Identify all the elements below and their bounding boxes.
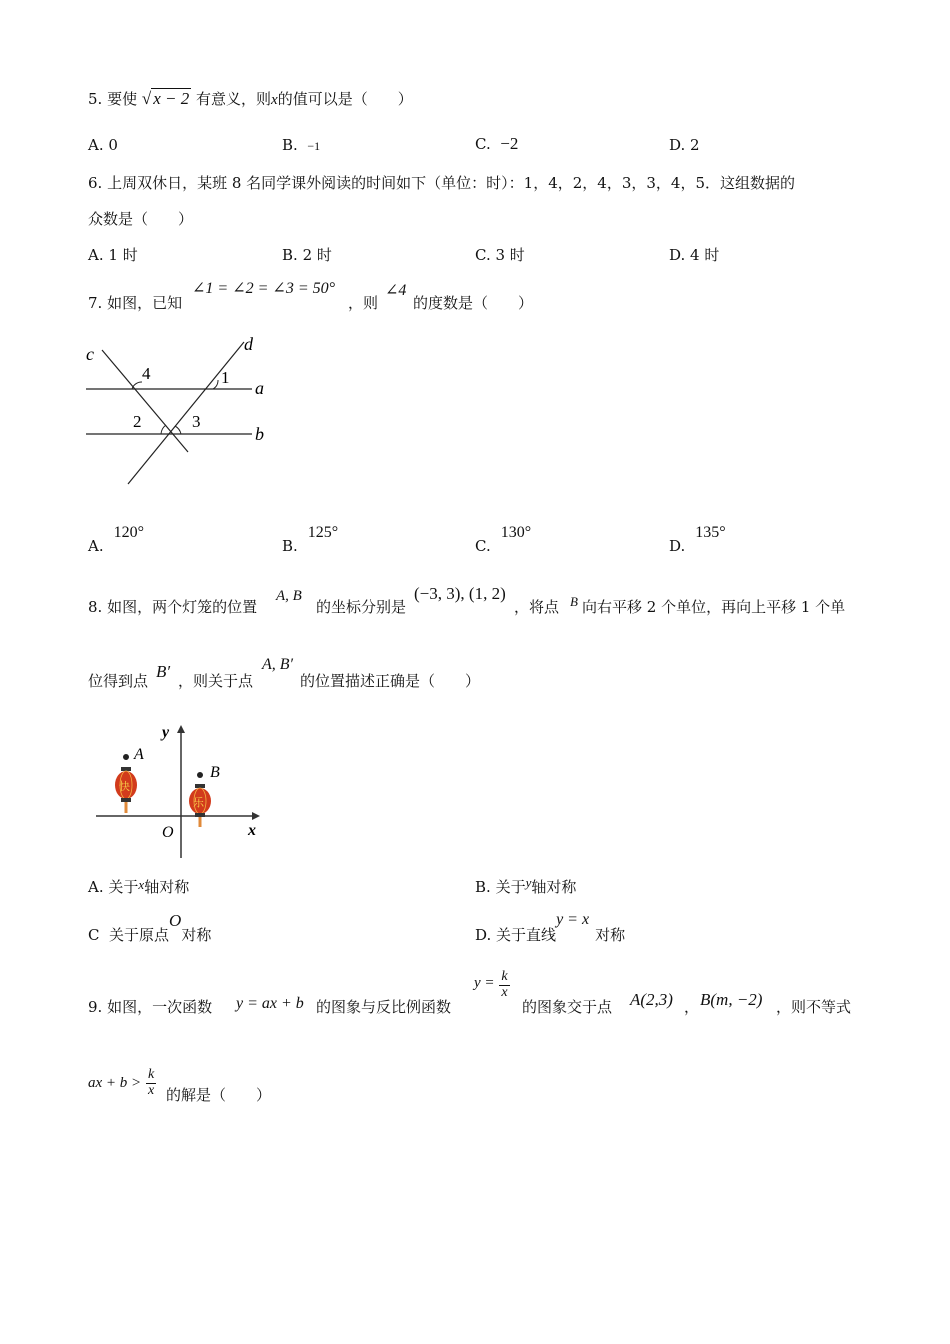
q5-radical: √ x − 2 — [141, 89, 190, 108]
q5-option-d-value: 2 — [690, 136, 700, 154]
q8-stem-suffix1: 向右平移 2 个单位，再向上平移 1 个单 — [582, 598, 846, 616]
q5-option-c-value: −2 — [500, 134, 519, 153]
q7-option-b[interactable]: B.125° — [282, 524, 339, 555]
q7-option-a[interactable]: A.120° — [88, 524, 145, 555]
q8-stem-mid2: ，将点 — [514, 598, 560, 616]
q6-option-a[interactable]: A. 1 时 — [88, 246, 138, 264]
label-x: x — [248, 822, 256, 839]
q8-stem-mid1: 的坐标分别是 — [316, 598, 407, 616]
q7-stem-suffix: 的度数是（ ） — [413, 294, 534, 312]
label-point-b: B — [210, 764, 220, 781]
q5-option-b[interactable]: B. −1 — [282, 136, 321, 154]
label-angle-3: 3 — [192, 412, 201, 431]
q8-option-d[interactable]: D. 关于直线y = x对称 — [475, 911, 626, 944]
label-angle-1: 1 — [221, 368, 230, 387]
label-c: c — [86, 344, 94, 364]
q5-option-b-value: −1 — [307, 139, 321, 153]
q6-option-c[interactable]: C. 3 时 — [475, 246, 525, 264]
q8-line2-suffix: 的位置描述正确是（ ） — [300, 672, 481, 690]
q8-line2-mid: ，则关于点 — [178, 672, 254, 690]
q9-inequality: ax + b > $\frac{k}{x}$ — [88, 1067, 155, 1098]
label-d: d — [244, 334, 253, 354]
q5-option-c[interactable]: C. −2 — [475, 134, 519, 153]
q9-inverse-fn: y = $\frac{k}{x}$ — [474, 969, 508, 1000]
label-point-a: A — [134, 746, 144, 763]
angle-2-arc — [161, 425, 166, 434]
q5-radicand: x − 2 — [153, 89, 190, 108]
label-y: y — [162, 724, 170, 741]
q8-option-b[interactable]: B. 关于y轴对称 — [475, 875, 577, 896]
q6-option-d[interactable]: D. 4 时 — [669, 246, 720, 264]
q8-stem-prefix: 8. 如图，两个灯笼的位置 — [88, 598, 258, 616]
svg-text:快: 快 — [119, 781, 130, 793]
q9-point-a: A(2,3) — [630, 990, 673, 1009]
q8-option-c[interactable]: C 关于原点O对称 — [88, 911, 212, 944]
lantern-b-icon — [189, 784, 211, 827]
q9-comma: ， — [684, 998, 700, 1016]
q7-option-c[interactable]: C.130° — [475, 524, 532, 555]
q5-option-d[interactable]: D. 2 — [669, 136, 700, 154]
q5-suffix: 的值可以是（ ） — [277, 90, 413, 108]
q8-line2-prefix: 位得到点 — [88, 672, 149, 690]
x-axis-arrow — [252, 812, 260, 820]
y-axis-arrow — [177, 725, 185, 733]
q7-target: ∠4 — [385, 282, 407, 299]
q7-stem-prefix: 7. 如图，已知 — [88, 294, 183, 312]
angle-3-arc — [175, 426, 181, 434]
q6-stem-line1: 6. 上周双休日，某班 8 名同学课外阅读的时间如下（单位：时）：1，4，2，4，3，3，4，5．这组数据的 — [88, 174, 796, 192]
q8-coords: (−3, 3), (1, 2) — [414, 584, 506, 603]
q7-figure — [80, 330, 280, 490]
label-angle-4: 4 — [142, 364, 151, 383]
q9-stem-mid2: 的图象交于点 — [522, 998, 613, 1016]
q8-point-b: B — [570, 594, 578, 609]
label-angle-2: 2 — [133, 412, 142, 431]
q6-stem-line2: 众数是（ ） — [88, 210, 194, 228]
q5-stem — [88, 88, 413, 109]
q5-option-a[interactable]: A. 0 — [88, 136, 118, 154]
lantern-a-icon — [115, 767, 137, 813]
q7-condition: ∠1 = ∠2 = ∠3 = 50° — [192, 280, 336, 297]
q8-option-a[interactable]: A. 关于x轴对称 — [88, 877, 190, 896]
label-a: a — [255, 378, 264, 398]
q7-stem-mid: ，则 — [348, 294, 379, 312]
q7-option-d[interactable]: D.135° — [669, 524, 726, 555]
q9-ineq-suffix: 的解是（ ） — [166, 1086, 272, 1104]
q6-option-b[interactable]: B. 2 时 — [282, 246, 332, 264]
q8-points: A, B — [276, 588, 302, 604]
point-a-dot — [123, 754, 129, 760]
q5-option-a-value: 0 — [108, 136, 118, 154]
q9-stem-prefix: 9. 如图，一次函数 — [88, 998, 213, 1016]
q5-var: x — [271, 92, 278, 108]
q5-prefix: 5. 要使 — [88, 90, 138, 108]
q5-mid: 有意义，则 — [196, 90, 272, 108]
q8-point-bp: B′ — [156, 662, 171, 681]
q9-stem-mid1: 的图象与反比例函数 — [316, 998, 452, 1016]
q9-point-b: B(m, −2) — [700, 990, 763, 1009]
label-b: b — [255, 424, 264, 444]
q8-figure — [88, 715, 278, 865]
q9-linear: y = ax + b — [236, 995, 304, 1012]
svg-text:乐: 乐 — [193, 797, 204, 809]
label-origin: O — [162, 824, 174, 841]
point-b-dot — [197, 772, 203, 778]
angle-1-arc — [213, 380, 218, 389]
q9-stem-suffix: ，则不等式 — [776, 998, 852, 1016]
q8-points-abp: A, B′ — [262, 656, 294, 673]
